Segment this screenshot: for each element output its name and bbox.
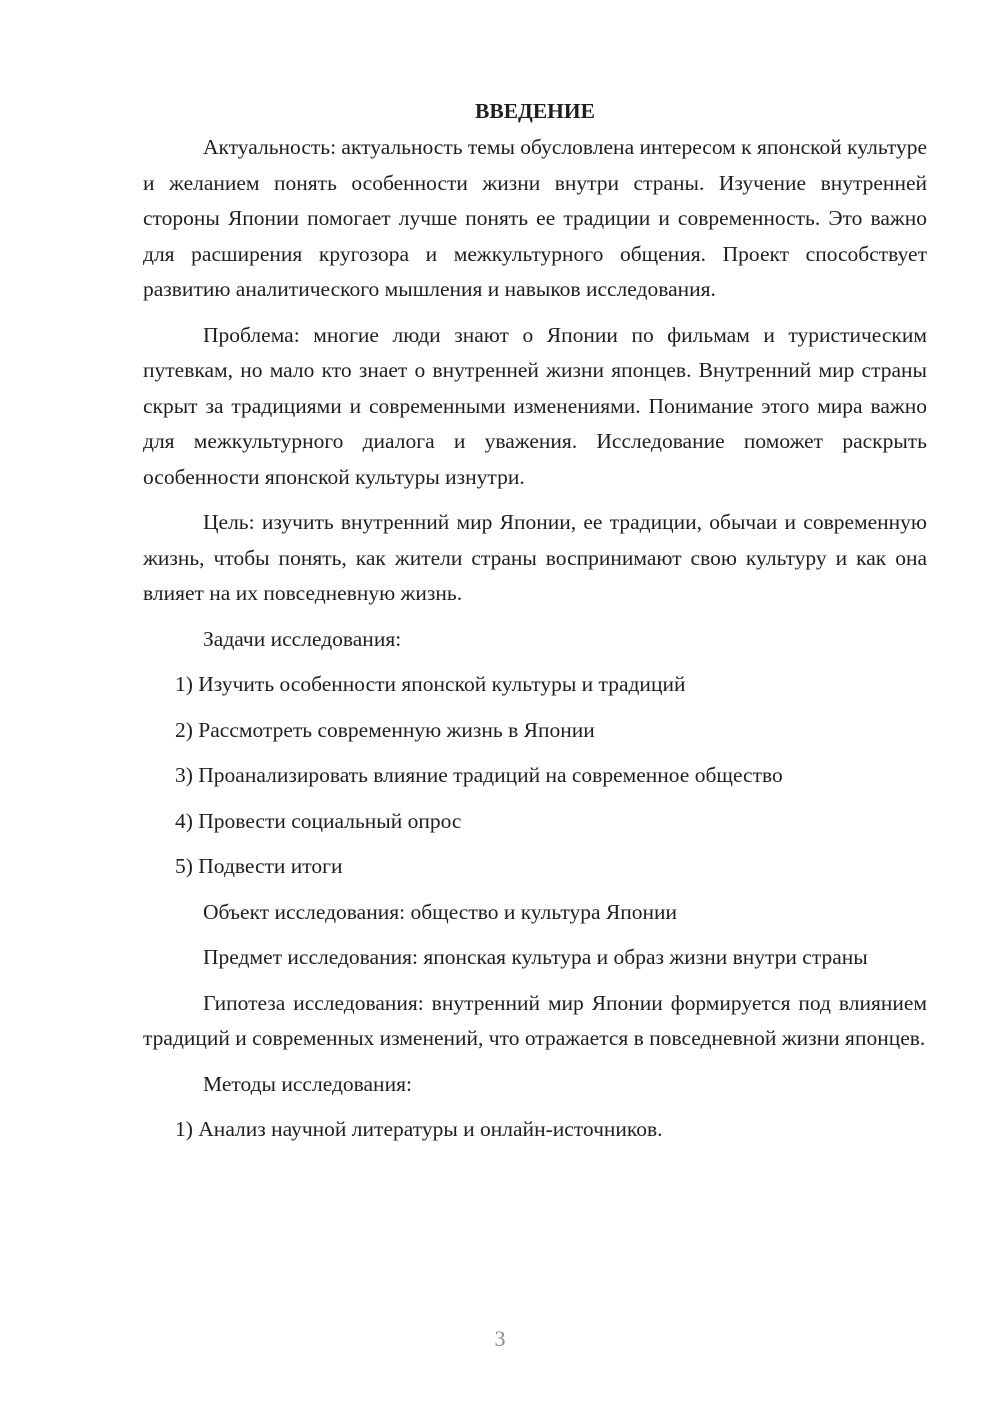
list-item: 2) Рассмотреть современную жизнь в Японии	[175, 717, 595, 742]
list-item: 5) Подвести итоги	[175, 854, 343, 878]
tasks-heading: Задачи исследования:	[203, 626, 402, 651]
list-item: 1) Анализ научной литературы и онлайн-источников.	[175, 1117, 663, 1141]
section-heading: ВВЕДЕНИЕ	[475, 99, 595, 123]
methods-list	[143, 1112, 927, 1148]
problem-paragraph: Проблема: многие люди знают о Японии по фильмам и туристическим путевкам, но мало кто знает о внутренней жизни японцев. Внутренний мир страны скрыт за традициями и современными изменениями. Понимание этого мира важно для межкультурного диалога и уважения. Исследование поможет раскрыть особенности японской культуры изнутри.	[143, 322, 927, 489]
list-item: 3) Проанализировать влияние традиций на современное общество	[175, 763, 783, 787]
object-paragraph: Объект исследования: общество и культура Японии	[203, 899, 678, 924]
goal-paragraph: Цель: изучить внутренний мир Японии, ее традиции, обычаи и современную жизнь, чтобы понять, как жители страны воспринимают свою культуру и как она влияет на их повседневную жизнь.	[143, 510, 927, 605]
subject-paragraph: Предмет исследования: японская культура и образ жизни внутри страны	[203, 945, 868, 969]
list-item: 1) Изучить особенности японской культуры и традиций	[175, 672, 686, 696]
methods-heading: Методы исследования:	[203, 1071, 412, 1096]
tasks-list	[143, 667, 927, 885]
page-number: 3	[494, 1326, 506, 1351]
page-content	[143, 94, 927, 1158]
list-item: 4) Провести социальный опрос	[175, 808, 462, 833]
relevance-paragraph: Актуальность: актуальность темы обусловлена интересом к японской культуре и желанием понять особенности жизни внутри страны. Изучение внутренней стороны Японии помогает лучше понять ее традиции и современность. Это важно для расширения кругозора и межкультурного общения. Проект способствует развитию аналитического мышления и навыков исследования.	[143, 135, 927, 301]
hypothesis-paragraph: Гипотеза исследования: внутренний мир Японии формируется под влиянием традиций и современных изменений, что отражается в повседневной жизни японцев.	[143, 990, 927, 1050]
